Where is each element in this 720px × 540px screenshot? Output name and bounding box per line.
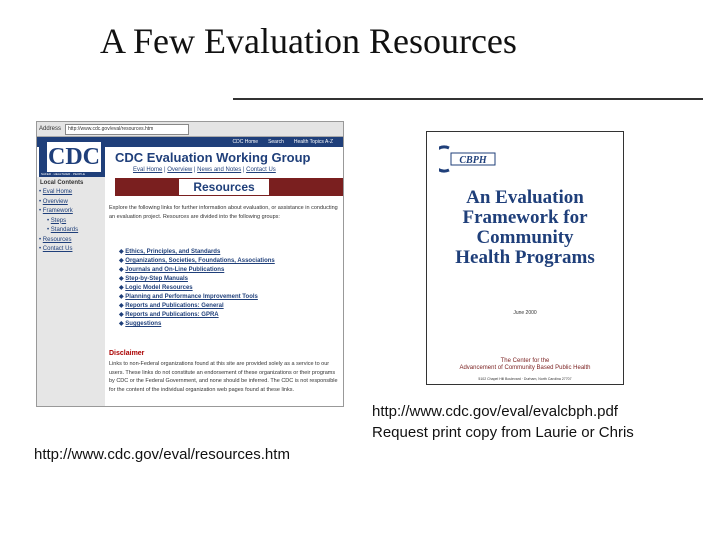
working-group-title: CDC Evaluation Working Group: [115, 150, 311, 165]
sidebar-item-eval-home[interactable]: • Eval Home: [39, 189, 73, 195]
report-title-line-4: Health Programs: [455, 247, 595, 268]
disclaimer-title: Disclaimer: [109, 350, 145, 357]
address-bar: [37, 122, 343, 137]
address-label: Address: [39, 126, 62, 132]
report-publisher: [427, 358, 623, 372]
resource-links: [119, 248, 275, 329]
link-manuals[interactable]: ◆ Step-by-Step Manuals: [119, 276, 188, 282]
disclaimer-text: Links to non-Federal organizations found at this site are provided solely as a service to our users. These links do not constitute an endorsement of these organizations or their programs by CDC or the Federal Government, and none should be inferred. The CDC is not responsible for the content of the individual organization web pages found at these links.: [109, 361, 338, 393]
sidebar-item-resources[interactable]: • Resources: [39, 236, 72, 243]
link-planning-tools[interactable]: ◆ Planning and Performance Improvement Tools: [119, 294, 258, 300]
link-reports-gpra[interactable]: ◆ Reports and Publications: GPRA: [119, 312, 219, 318]
sidebar-item-contact-us[interactable]: • Contact Us: [39, 246, 73, 252]
request-copy-note: Request print copy from Laurie or Chris: [372, 424, 634, 441]
address-field[interactable]: http://www.cdc.gov/eval/resources.htm: [65, 124, 189, 135]
sidebar-list: [39, 188, 78, 255]
link-suggestions[interactable]: ◆ Suggestions: [119, 321, 162, 327]
report-date: June 2000: [513, 310, 537, 316]
title-underline: [233, 98, 703, 100]
sidebar-item-steps[interactable]: • Steps: [47, 217, 67, 224]
intro-text: Explore the following links for further information about evaluation, or assistance in conducting an evaluation project. Resources are divided into the following groups:: [109, 205, 338, 220]
link-organizations[interactable]: ◆ Organizations, Societies, Foundations, Associations: [119, 258, 275, 264]
top-nav-health-topics[interactable]: Health Topics A-Z: [293, 139, 333, 145]
cdc-logo[interactable]: [39, 137, 105, 177]
cbph-report-cover: [426, 131, 624, 385]
cbph-logo-icon: [439, 144, 499, 174]
report-title-line-3: Community: [476, 227, 574, 248]
cdc-logo-text: CDC: [45, 140, 103, 174]
link-reports-general[interactable]: ◆ Reports and Publications: General: [119, 303, 224, 309]
sidebar-item-standards[interactable]: • Standards: [47, 227, 79, 233]
sidebar-item-framework[interactable]: • Framework: [39, 208, 73, 214]
local-contents-heading: Local Contents: [40, 180, 84, 186]
report-title-line-2: Framework for: [462, 207, 588, 228]
publisher-line-2: Advancement of Community Based Public Health: [459, 365, 591, 371]
cdc-resources-screenshot: [36, 121, 344, 407]
link-ethics[interactable]: ◆ Ethics, Principles, and Standards: [119, 249, 221, 255]
link-journals[interactable]: ◆ Journals and On-Line Publications: [119, 267, 225, 273]
slide-title: A Few Evaluation Resources: [100, 21, 517, 61]
publisher-line-1: The Center for the: [500, 358, 550, 364]
working-group-nav: Eval Home | Overview | News and Notes | Contact Us: [133, 167, 276, 173]
nav-overview[interactable]: Overview: [167, 167, 193, 173]
top-nav-search[interactable]: Search: [268, 139, 284, 145]
resources-heading: Resources: [179, 179, 269, 195]
nav-eval-home[interactable]: Eval Home: [133, 167, 163, 173]
report-title: [427, 188, 623, 268]
link-logic-model[interactable]: ◆ Logic Model Resources: [119, 285, 193, 291]
left-url-caption[interactable]: http://www.cdc.gov/eval/resources.htm: [34, 446, 290, 463]
right-url-caption[interactable]: http://www.cdc.gov/eval/evalcbph.pdf: [372, 403, 618, 420]
top-nav: [233, 137, 334, 147]
publisher-address: 5102 Chapel Hill Boulevard · Durham, North Carolina 27707: [478, 377, 572, 381]
top-nav-cdc-home[interactable]: CDC Home: [232, 139, 259, 145]
cdc-logo-tagline: SAFER · HEALTHIER · PEOPLE: [41, 172, 85, 176]
cbph-logo-text: CBPH: [459, 155, 487, 166]
report-title-line-1: An Evaluation: [466, 187, 584, 208]
sidebar-item-overview[interactable]: • Overview: [39, 198, 68, 205]
nav-news[interactable]: News and Notes: [197, 167, 242, 173]
nav-contact[interactable]: Contact Us: [246, 167, 276, 173]
